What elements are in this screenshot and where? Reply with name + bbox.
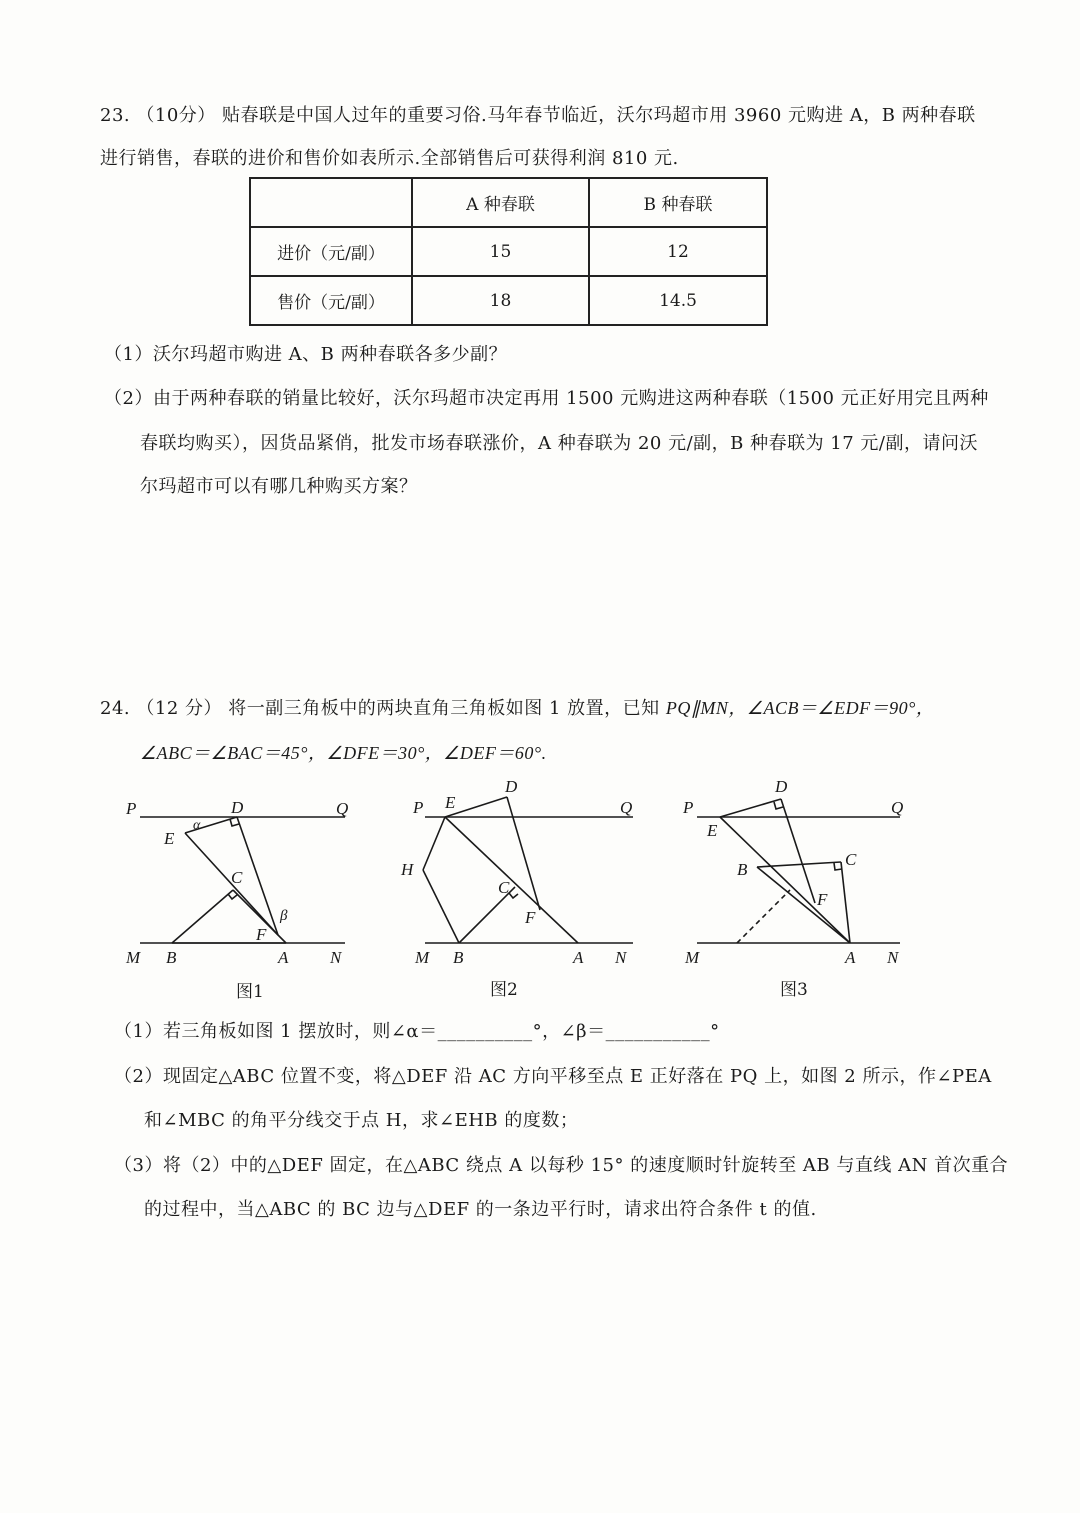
table-cell: 14.5	[589, 276, 767, 325]
seg-df	[781, 799, 815, 903]
q24-part3-line2: 的过程中，当△ABC 的 BC 边与△DEF 的一条边平行时，请求出符合条件 t 的值.	[144, 1199, 817, 1220]
q24-score: （12 分）	[136, 698, 223, 719]
seg-ea	[720, 817, 850, 943]
q24-part2-line2: 和∠MBC 的角平分线交于点 H，求∠EHB 的度数；	[144, 1110, 579, 1131]
label-c: C	[845, 850, 857, 869]
q24-number: 24.	[100, 698, 131, 719]
label-f: F	[817, 890, 828, 909]
label-b: B	[453, 948, 464, 967]
q24-line1	[100, 694, 934, 720]
seg-df	[237, 817, 278, 935]
label-beta: β	[280, 908, 288, 924]
q23-part2-line1: （2）由于两种春联的销量比较好，沃尔玛超市决定再用 1500 元购进这两种春联（1500 元正好用完且两种	[104, 388, 989, 409]
label-m: M	[415, 948, 430, 967]
price-table	[249, 177, 768, 326]
seg-ca	[841, 862, 850, 943]
label-f: F	[525, 908, 536, 927]
figure-2	[395, 775, 645, 1005]
label-a: A	[573, 948, 584, 967]
label-alpha: α	[193, 818, 201, 833]
figure-1-caption: 图1	[236, 982, 264, 1002]
table-cell: 进价（元/副）	[250, 227, 412, 276]
label-p: P	[683, 798, 694, 817]
table-cell: 12	[589, 227, 767, 276]
label-q: Q	[891, 798, 904, 817]
figure-3-caption: 图3	[780, 980, 808, 1000]
seg-ed	[720, 799, 781, 817]
label-a: A	[278, 948, 289, 967]
q24-part1: （1）若三角板如图 1 摆放时，则∠α＝__________°，∠β＝___________°	[114, 1021, 720, 1042]
label-q: Q	[620, 798, 633, 817]
label-a: A	[845, 948, 856, 967]
q23-part2-line2: 春联均购买），因货品紧俏，批发市场春联涨价，A 种春联为 20 元/副，B 种春联为 17 元/副，请问沃	[140, 433, 978, 454]
seg-ba	[757, 867, 850, 943]
table-cell: 18	[412, 276, 589, 325]
label-m: M	[685, 948, 700, 967]
figure-1	[120, 795, 360, 1005]
q24-part2-line1: （2）现固定△ABC 位置不变，将△DEF 沿 AC 方向平移至点 E 正好落在 PQ 上，如图 2 所示，作∠PEA	[114, 1066, 992, 1087]
q23-score: （10分）	[136, 105, 216, 126]
label-d: D	[775, 777, 788, 796]
q24-part3-line1: （3）将（2）中的△DEF 固定，在△ABC 绕点 A 以每秒 15° 的速度顺时针旋转至 AB 与直线 AN 首次重合	[114, 1155, 1009, 1176]
table-row	[250, 227, 767, 276]
label-h: H	[401, 860, 414, 879]
seg-bc	[172, 890, 233, 943]
label-d: D	[505, 777, 518, 796]
label-c: C	[498, 878, 510, 897]
right-angle-c	[228, 894, 237, 899]
label-e: E	[164, 829, 175, 848]
table-cell: 15	[412, 227, 589, 276]
q23-text-line2: 进行销售，春联的进价和售价如表所示.全部销售后可获得利润 810 元.	[100, 148, 679, 169]
q23-number: 23.	[100, 105, 131, 126]
label-b: B	[166, 948, 177, 967]
seg-eh	[423, 817, 445, 870]
label-e: E	[707, 821, 718, 840]
q23-part2-line3: 尔玛超市可以有哪几种购买方案？	[140, 476, 418, 497]
label-c: C	[231, 868, 243, 887]
figure-3	[675, 775, 925, 1005]
label-m: M	[126, 948, 141, 967]
label-q: Q	[336, 799, 349, 818]
label-n: N	[330, 948, 342, 967]
q24-text-line1: 将一副三角板中的两块直角三角板如图 1 放置，已知	[228, 698, 660, 719]
table-header-cell: B 种春联	[589, 178, 767, 227]
label-p: P	[126, 799, 137, 818]
label-n: N	[887, 948, 899, 967]
label-d: D	[231, 798, 244, 817]
label-p: P	[413, 798, 424, 817]
seg-hb	[423, 870, 459, 943]
figure-2-caption: 图2	[490, 980, 518, 1000]
right-angle-c	[509, 893, 518, 898]
seg-df	[507, 797, 540, 910]
table-header-cell	[250, 178, 412, 227]
seg-ea	[445, 817, 578, 943]
table-row	[250, 276, 767, 325]
table-header-cell: A 种春联	[412, 178, 589, 227]
label-b: B	[737, 860, 748, 879]
label-f: F	[256, 925, 267, 944]
q23-part1: （1）沃尔玛超市购进 A、B 两种春联各多少副？	[104, 344, 508, 365]
q24-math-line1: PQ∥MN，∠ACB＝∠EDF＝90°，	[665, 698, 935, 718]
table-cell: 售价（元/副）	[250, 276, 412, 325]
label-e: E	[445, 793, 456, 812]
q23-line1	[100, 101, 976, 127]
label-n: N	[615, 948, 627, 967]
q23-text-line1: 贴春联是中国人过年的重要习俗.马年春节临近，沃尔玛超市用 3960 元购进 A，B 两种春联	[222, 105, 976, 126]
q24-math-line2: ∠ABC＝∠BAC＝45°，∠DFE＝30°，∠DEF＝60°.	[140, 743, 547, 763]
dashed-line	[737, 890, 790, 943]
table-header-row	[250, 178, 767, 227]
